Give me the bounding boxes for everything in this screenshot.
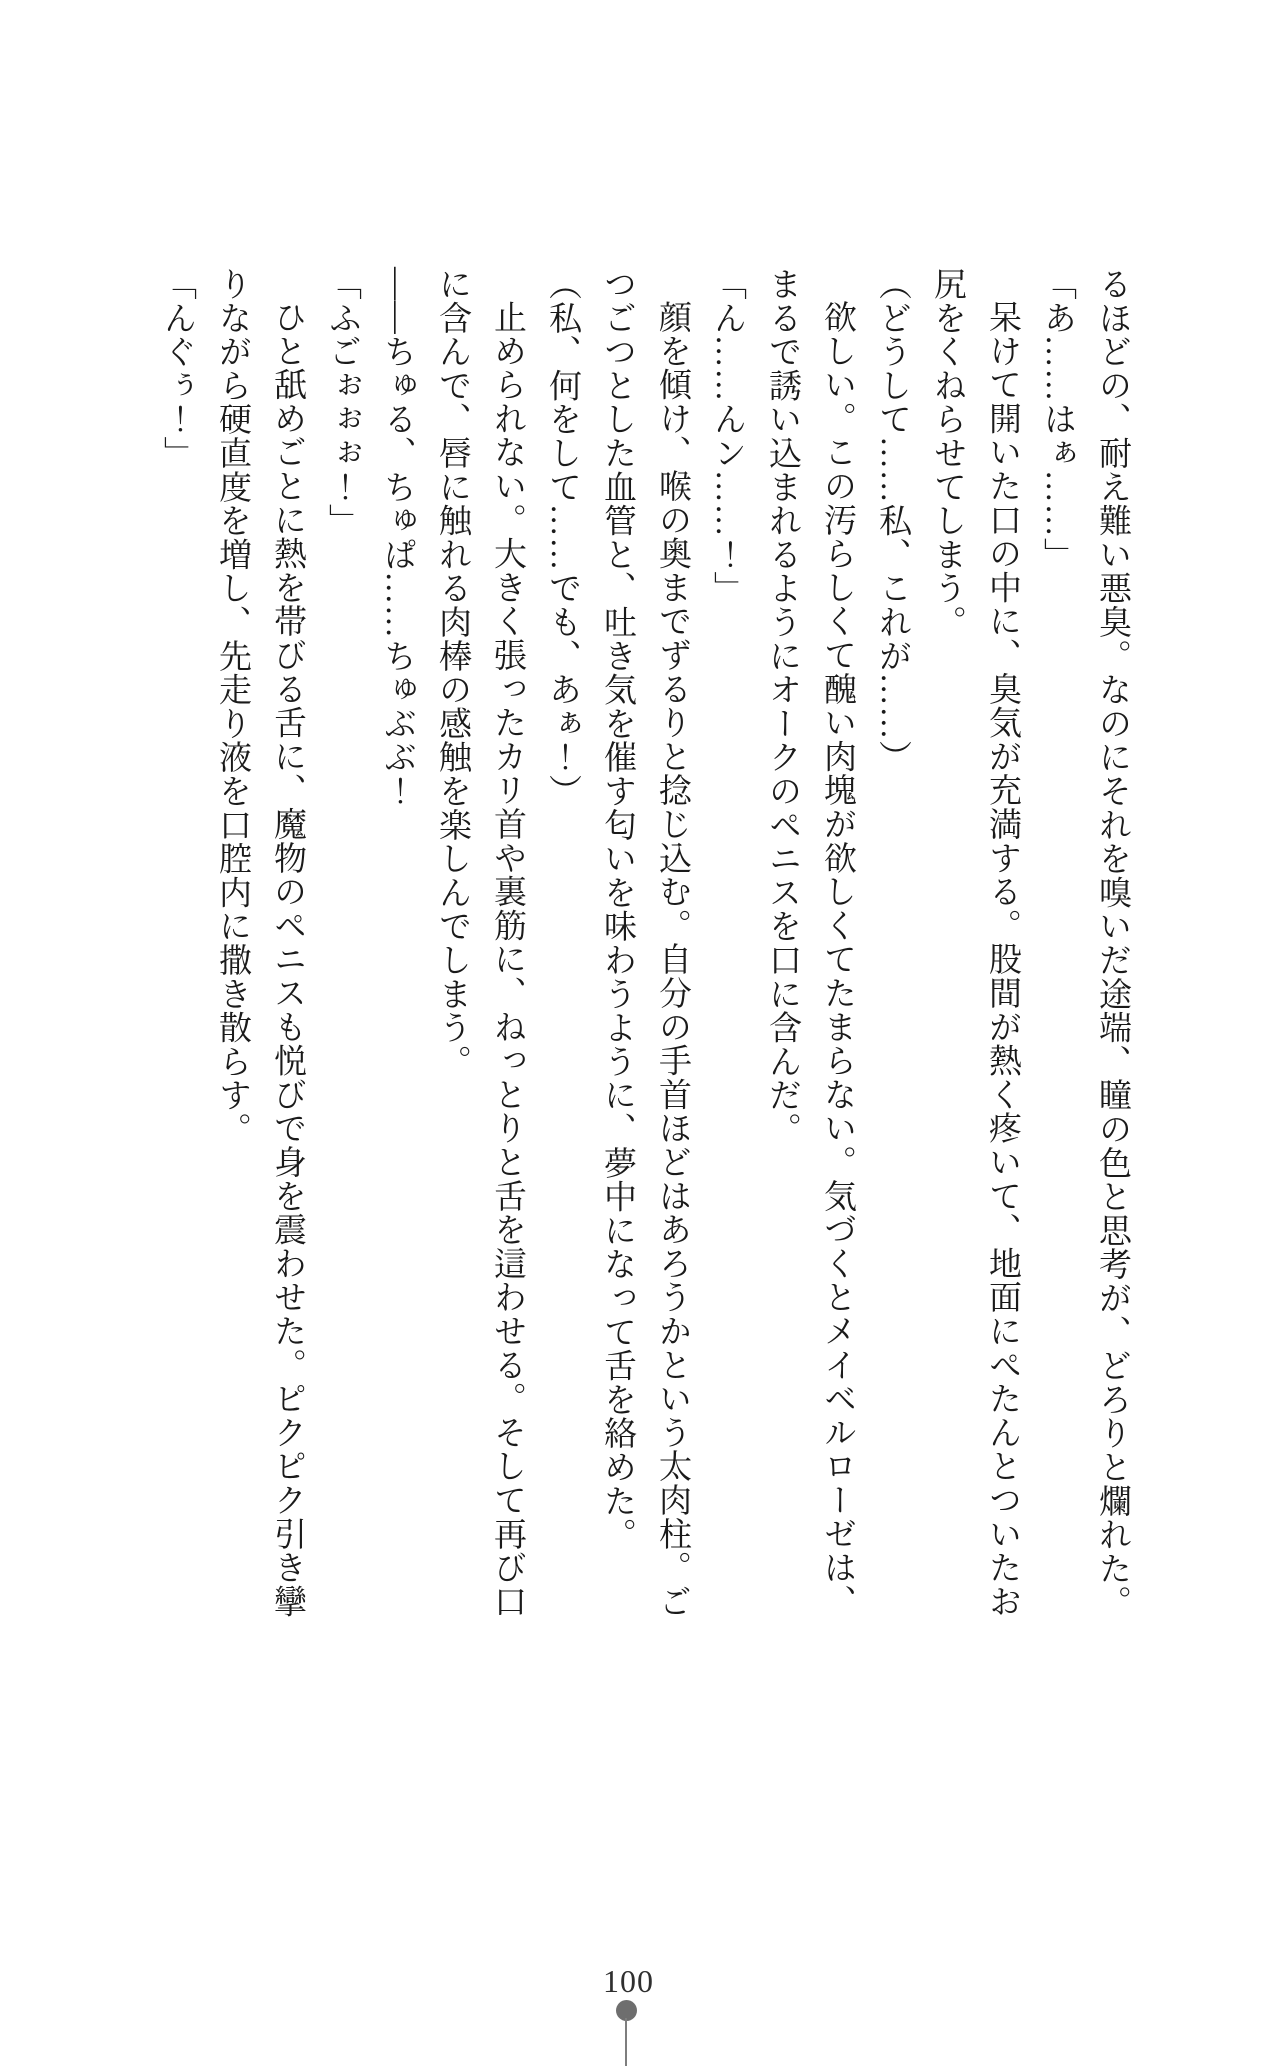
narration-paragraph-2: 欲しい。この汚らしくて醜い肉塊が欲しくてたまらない。気づくとメイベルローゼは、まるで誘い込まれるようにオークのペニスを口に含んだ。 [764, 267, 855, 1619]
page-marker-line [625, 2018, 627, 2066]
sound-effect-line: ――ちゅる、ちゅぱ……ちゅぶぶ！ [379, 267, 415, 808]
page-number: 100 [603, 1963, 654, 1999]
vertical-text-block [129, 267, 1139, 1623]
narration-paragraph-5: ひと舐めごとに熱を帯びる舌に、魔物のペニスも悦びで身を震わせた。ピクピク引き攣りながら硬直度を増し、先走り液を口腔内に撒き散らす。 [214, 267, 305, 1619]
dialogue-line-1: 「あ……はぁ……」 [1039, 267, 1075, 572]
narration-paragraph-4: 止められない。大きく張ったカリ首や裏筋に、ねっとりと舌を這わせる。そして再び口に含んで、唇に触れる肉棒の感触を楽しんでしまう。 [434, 267, 525, 1619]
dialogue-line-2: 「ん……んン……！」 [709, 267, 745, 605]
thought-line-2: （私、何をして……でも、あぁ！） [544, 267, 580, 808]
dialogue-line-3: 「ふごぉぉぉ！」 [324, 267, 360, 538]
narration-continued-line: るほどの、耐え難い悪臭。なのにそれを嗅いだ途端、瞳の色と思考が、どろりと爛れた。 [1094, 267, 1130, 1619]
dialogue-line-4: 「んぐぅ！」 [159, 267, 195, 470]
thought-line-1: （どうして……私、これが……） [874, 267, 910, 774]
narration-paragraph-1: 呆けて開いた口の中に、臭気が充満する。股間が熱く疼いて、地面にぺたんとついたお尻をくねらせてしまう。 [929, 267, 1020, 1619]
narration-paragraph-3: 顔を傾け、喉の奥までずるりと捻じ込む。自分の手首ほどはあろうかという太肉柱。ごつごつとした血管と、吐き気を催す匂いを味わうように、夢中になって舌を絡めた。 [599, 267, 690, 1619]
